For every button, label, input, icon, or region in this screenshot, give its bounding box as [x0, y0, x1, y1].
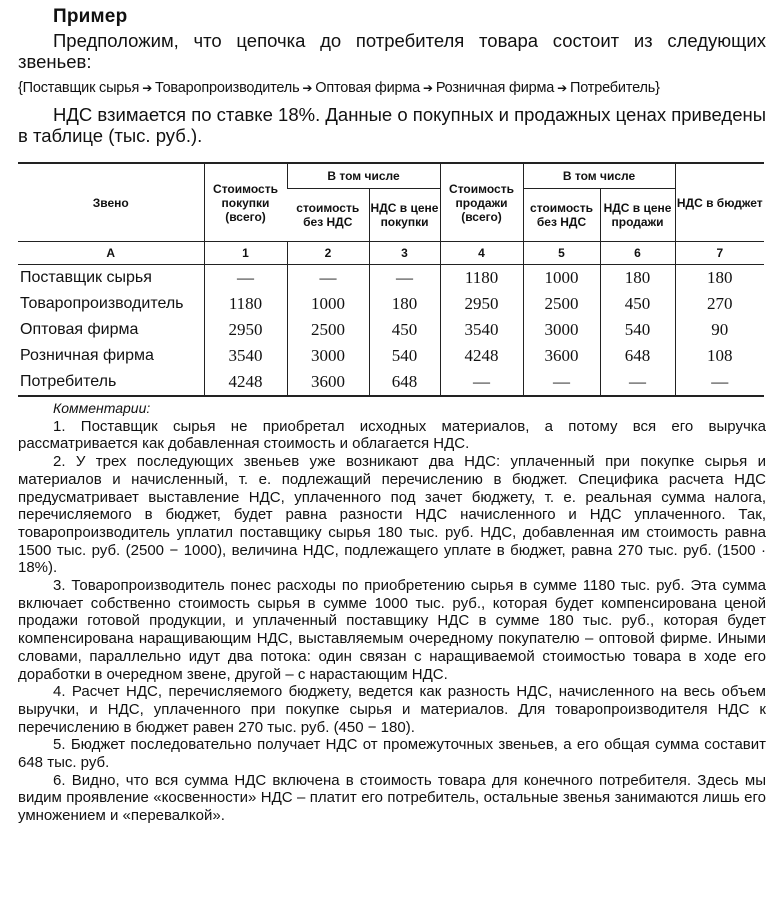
index-cell: 5: [523, 242, 600, 265]
table-cell: 90: [675, 317, 764, 343]
table-header-row: [18, 163, 764, 189]
table-row: [18, 265, 764, 292]
table-cell: 3540: [440, 317, 523, 343]
table-cell: 1000: [523, 265, 600, 292]
example-heading: Пример: [53, 6, 128, 27]
vat-rate-paragraph: НДС взимается по ставке 18%. Данные о покупных и продажных ценах приведены в таблице (тыс. руб.).: [18, 104, 766, 146]
chain-item: Товаропроизводитель: [155, 80, 300, 96]
col-header-cost-no-vat-2: стоимость без НДС: [523, 189, 600, 242]
table-cell: 180: [600, 265, 675, 292]
table-cell: 3000: [523, 317, 600, 343]
comments-title: Комментарии:: [53, 400, 151, 416]
table-cell: 450: [369, 317, 440, 343]
table-cell: 2500: [287, 317, 369, 343]
table-row: [18, 291, 764, 317]
table-cell: 2500: [523, 291, 600, 317]
table-cell: Розничная фирма: [20, 347, 154, 364]
table-cell: 270: [675, 291, 764, 317]
col-header-incl-2: В том числе: [523, 163, 675, 189]
table-cell: —: [369, 265, 440, 292]
table-cell: Оптовая фирма: [20, 321, 139, 338]
table-cell: 3000: [287, 343, 369, 369]
col-header-cost-no-vat-1: стоимость без НДС: [296, 201, 360, 229]
comment-paragraph: 3. Товаропроизводитель понес расходы по приобретению сырья в сумме 1180 тыс. руб. Эта сумма включает собственно стоимость сырья в сумме 1000 тыс. руб., которая будет компенсирована ценой продажи готовой продукции, и уплаченный поставщику НДС в сумме 180 тыс. руб., которая будет компенсирована наращивающим НДС, выставляемым очередному покупателю – оптовой фирме. Иными словами, параллельно идут два потока: один связан с наращиваемой стоимостью товара в ходе его доработки в очередном звене, другой – с нарастающим НДС.: [18, 577, 766, 683]
intro-paragraph: Предположим, что цепочка до потребителя товара состоит из следующих звеньев:: [18, 30, 766, 72]
table-cell: 3600: [287, 369, 369, 396]
arrow-right-icon: ➔: [557, 81, 568, 95]
table-cell: 4248: [440, 343, 523, 369]
col-header-vat-in-purchase: НДС в цене покупки: [369, 189, 440, 242]
chain-item: Розничная фирма: [435, 80, 555, 96]
table-cell: 3600: [523, 343, 600, 369]
index-cell: 4: [440, 242, 523, 265]
index-cell: 1: [204, 242, 287, 265]
chain-open-brace: {: [18, 80, 23, 96]
table-cell: 648: [600, 343, 675, 369]
table-cell: Товаропроизводитель: [20, 295, 184, 312]
table-cell: Поставщик сырья: [20, 269, 152, 286]
index-cell: А: [18, 242, 204, 265]
table-index-row: [18, 242, 764, 265]
col-header-zveno: Звено: [18, 163, 204, 242]
table-row: [18, 343, 764, 369]
col-header-purchase-total: Стоимость покупки (всего): [204, 163, 287, 242]
arrow-right-icon: ➔: [142, 81, 153, 95]
chain-close-brace: }: [655, 80, 660, 96]
index-cell: 3: [369, 242, 440, 265]
table-cell: —: [523, 369, 600, 396]
col-header-incl-1: В том числе: [287, 163, 440, 189]
table-cell: 108: [675, 343, 764, 369]
table-cell: 1180: [204, 291, 287, 317]
col-header-vat-in-sale: НДС в цене продажи: [600, 189, 675, 242]
comment-paragraph: 2. У трех последующих звеньев уже возникают два НДС: уплаченный при покупке сырья и материалов и начисленный, т. е. подлежащий перечислению в бюджет. Специфика расчета НДС предусматривает выставление НДС, уплаченного под зачет бюджету, т. е. реальная сумма налога, перечисляемого в бюджет, будет равна разности НДС начисленного и НДС уплаченного. Так, товаропроизводитель уплатил поставщику сырья 180 тыс. руб. НДС, добавленная им стоимость равна 1500 тыс. руб. (2500 − 1000), величина НДС, подлежащего уплате в бюджет, равна 270 тыс. руб. (1500 · 18%).: [18, 453, 766, 577]
table-row: [18, 317, 764, 343]
table-cell: 540: [369, 343, 440, 369]
comments-section: [18, 400, 766, 825]
table-cell: —: [287, 265, 369, 292]
index-cell: 2: [287, 242, 369, 265]
col-header-vat-budget: НДС в бюджет: [675, 163, 764, 242]
comment-paragraph: 6. Видно, что вся сумма НДС включена в стоимость товара для конечного потребителя. Здесь мы видим проявление «косвенности» НДС – платит его потребитель, остальные звенья занимаются лишь его умножением и «перевалкой».: [18, 771, 766, 825]
chain-item: Потребитель: [570, 80, 656, 96]
arrow-right-icon: ➔: [302, 81, 313, 95]
index-cell: 7: [675, 242, 764, 265]
table-cell: 648: [369, 369, 440, 396]
table-cell: —: [675, 369, 764, 396]
table-cell: —: [204, 265, 287, 292]
table-cell: 540: [600, 317, 675, 343]
table-cell: —: [440, 369, 523, 396]
arrow-right-icon: ➔: [422, 81, 433, 95]
table-row: [18, 369, 764, 396]
table-cell: —: [600, 369, 675, 396]
table-cell: 180: [675, 265, 764, 292]
col-header-sale-total: Стоимость продажи (всего): [440, 163, 523, 242]
table-cell: 2950: [440, 291, 523, 317]
comment-paragraph: 1. Поставщик сырья не приобретал исходных материалов, а потому вся его выручка рассматривается как добавленная стоимость и облагается НДС.: [18, 417, 766, 453]
table-cell: Потребитель: [18, 369, 204, 396]
comment-paragraph: 4. Расчет НДС, перечисляемого бюджету, ведется как разность НДС, начисленного на весь объем выручки, и НДС, уплаченного при покупке сырья и материалов. Для товаропроизводителя НДС к перечислению в бюджет равен 270 тыс. руб. (450 − 180).: [18, 683, 766, 736]
chain-item: Поставщик сырья: [22, 80, 140, 96]
table-cell: 180: [369, 291, 440, 317]
table-cell: 4248: [204, 369, 287, 396]
chain-item: Оптовая фирма: [315, 80, 420, 96]
supply-chain: [18, 80, 766, 96]
table-cell: 3540: [204, 343, 287, 369]
index-cell: 6: [600, 242, 675, 265]
comment-paragraph: 5. Бюджет последовательно получает НДС от промежуточных звеньев, а его общая сумма составит 648 тыс. руб.: [18, 736, 766, 772]
table-cell: 1000: [287, 291, 369, 317]
vat-table: [18, 162, 764, 397]
table-cell: 1180: [440, 265, 523, 292]
table-cell: 450: [600, 291, 675, 317]
table-cell: 2950: [204, 317, 287, 343]
